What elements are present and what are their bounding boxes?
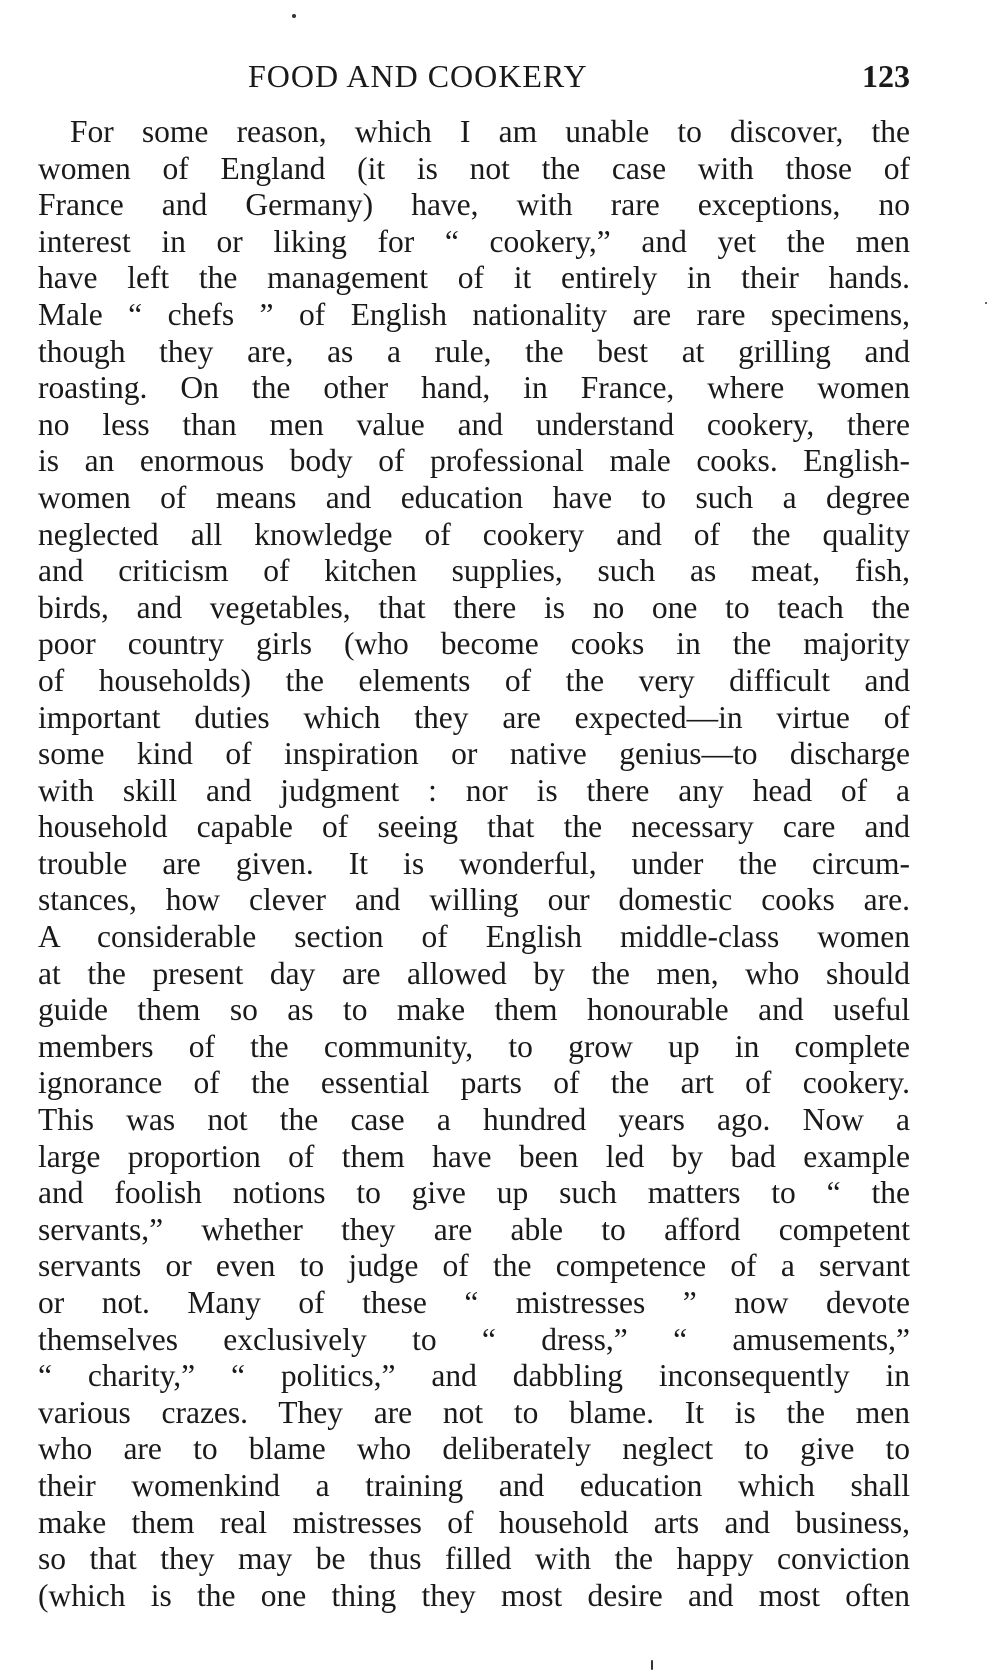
text-line: women of means and education have to such a degree	[38, 479, 910, 515]
text-line: guide them so as to make them honourable and useful	[38, 992, 910, 1028]
text-line: birds, and vegetables, that there is no one to teach the	[38, 589, 910, 625]
text-line: at the present day are allowed by the men, who should	[38, 955, 910, 991]
text-line: This was not the case a hundred years ago. Now a	[38, 1102, 910, 1138]
text-line: For some reason, which I am unable to discover, the	[70, 114, 910, 149]
text-line: large proportion of them have been led by bad example	[38, 1138, 910, 1174]
text-line: no less than men value and understand cookery, there	[38, 406, 910, 442]
page-header	[38, 58, 910, 110]
text-line: Male “ chefs ” of English nationality are rare specimens,	[38, 296, 910, 332]
print-speck	[651, 1660, 653, 1670]
text-line: France and Germany) have, with rare exceptions, no	[38, 187, 910, 223]
text-line: with skill and judgment : nor is there any head of a	[38, 772, 910, 808]
text-line: various crazes. They are not to blame. It is the men	[38, 1394, 910, 1430]
text-line: members of the community, to grow up in complete	[38, 1028, 910, 1064]
text-line: though they are, as a rule, the best at grilling and	[38, 333, 910, 369]
text-line: who are to blame who deliberately neglect to give to	[38, 1431, 910, 1467]
text-line: or not. Many of these “ mistresses ” now devote	[38, 1285, 910, 1320]
text-line: servants or even to judge of the competence of a servant	[38, 1248, 910, 1284]
page-number: 123	[862, 58, 910, 94]
text-line: ignorance of the essential parts of the art of cookery.	[38, 1065, 910, 1101]
print-speck	[985, 302, 987, 304]
body-paragraph	[38, 114, 910, 1614]
text-line: some kind of inspiration or native genius—to discharge	[38, 736, 910, 772]
text-line: interest in or liking for “ cookery,” and yet the men	[38, 223, 910, 259]
text-line: (which is the one thing they most desire and most often	[38, 1577, 910, 1613]
text-line: “ charity,” “ politics,” and dabbling inconsequently in	[38, 1358, 910, 1394]
text-line: stances, how clever and willing our domestic cooks are.	[38, 882, 910, 918]
text-line: so that they may be thus filled with the happy conviction	[38, 1541, 910, 1577]
text-line: neglected all knowledge of cookery and of the quality	[38, 516, 910, 552]
text-line: and criticism of kitchen supplies, such as meat, fish,	[38, 553, 910, 589]
text-line: trouble are given. It is wonderful, under the circum-	[38, 845, 910, 881]
text-line: A considerable section of English middle-class women	[38, 919, 910, 955]
text-line: important duties which they are expected—in virtue of	[38, 699, 910, 735]
print-speck	[292, 14, 296, 18]
text-line: their womenkind a training and education which shall	[38, 1467, 910, 1503]
running-title: FOOD AND COOKERY	[248, 58, 588, 94]
text-line: of households) the elements of the very difficult and	[38, 662, 910, 698]
text-line: poor country girls (who become cooks in the majority	[38, 626, 910, 662]
text-line: servants,” whether they are able to afford competent	[38, 1211, 910, 1247]
text-line: roasting. On the other hand, in France, where women	[38, 370, 910, 406]
text-line: and foolish notions to give up such matters to “ the	[38, 1175, 910, 1211]
text-line: women of England (it is not the case with those of	[38, 150, 910, 186]
text-line: make them real mistresses of household arts and business,	[38, 1504, 910, 1540]
text-line: themselves exclusively to “ dress,” “ amusements,”	[38, 1321, 910, 1357]
text-line: is an enormous body of professional male cooks. English-	[38, 443, 910, 479]
text-line: household capable of seeing that the necessary care and	[38, 809, 910, 845]
text-line: have left the management of it entirely in their hands.	[38, 260, 910, 296]
